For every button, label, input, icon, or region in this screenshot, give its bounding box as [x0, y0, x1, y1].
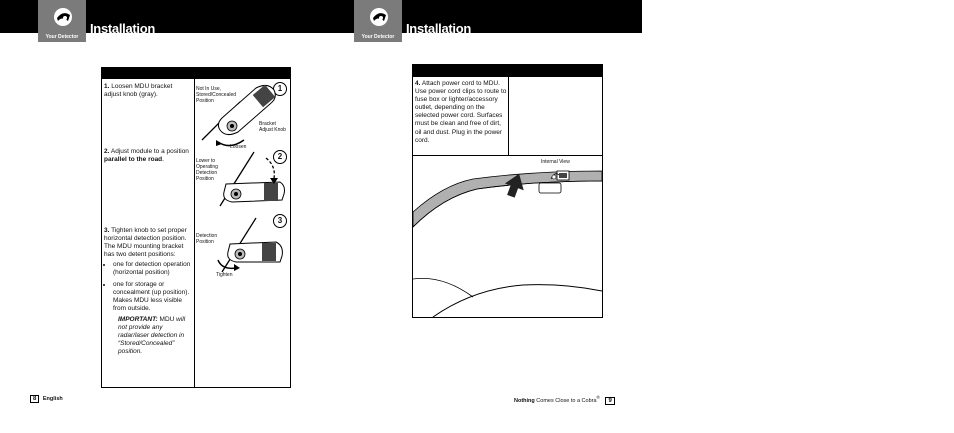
detent-list [104, 261, 192, 313]
footer-slogan-bold: Nothing [514, 397, 535, 404]
figure-2-number: 2 [273, 150, 287, 164]
left-page-number: 8 [30, 395, 39, 403]
internal-view-caption: Internal View [541, 159, 570, 165]
column-divider [194, 79, 195, 387]
figure-1-number: 1 [273, 82, 287, 96]
figure-1-loosen-label: Loosen [230, 144, 247, 150]
figure-3-illustration [196, 214, 288, 274]
left-footer [30, 395, 63, 403]
footer-language: English [42, 396, 63, 402]
detector-icon [52, 6, 74, 28]
figure-2-illustration [196, 150, 288, 208]
list-item: • one for storage or concealment (up position). Makes MDU less visible from outside. [113, 281, 192, 313]
figure-3-tighten-label: Tighten [216, 272, 233, 278]
column-divider [508, 77, 509, 155]
left-section-tab [38, 0, 86, 42]
step-4: 4. Attach power cord to MDU. Use power cord clips to route to fuse box or lighter/accessory outlet, depending on the selected power cord. Surfaces must be clean and free of dirt, oil and dust. Plug in the power cord. [415, 80, 507, 144]
detector-icon [368, 6, 390, 28]
figure-3-caption: Detection Position [196, 233, 218, 245]
step-1: 1. Loosen MDU bracket adjust knob (gray). [104, 83, 173, 99]
left-instructions-panel [101, 67, 291, 388]
figure-divider [413, 155, 602, 156]
figure-1-illustration [196, 80, 288, 148]
right-page-number: 9 [605, 397, 614, 405]
step-3: 3. Tighten knob to set proper horizontal detection position. The MDU mounting bracket has two detent positions: • one for detection operation (horizontal position) • one for storage or concealment (up position). Makes MDU less visible from outside. IMPORTANT: MDU will not provide any radar/laser detection in “Stored/Concealed” position. [104, 227, 192, 356]
step-2: 2. Adjust module to a position parallel to the road. [104, 148, 189, 164]
left-tab-label: Your Detector [45, 34, 79, 40]
figure-1-knob-label: Bracket Adjust Knob [259, 121, 286, 133]
right-footer [514, 395, 615, 405]
footer-slogan: Comes Close to a Cobra [534, 397, 597, 404]
figure-1-caption: Not In Use, Stored/Concealed Position [196, 86, 237, 104]
right-tab-label: Your Detector [361, 34, 395, 40]
right-section-tab [354, 0, 402, 42]
right-instructions-panel [412, 64, 603, 318]
important-note: IMPORTANT: MDU will not provide any radar/laser detection in “Stored/Concealed” position. [118, 315, 186, 356]
windshield-illustration [413, 157, 602, 317]
left-page-title: Installation [90, 21, 156, 36]
figure-2-caption: Lower to Operating Detection Position [196, 158, 218, 182]
figure-3-number: 3 [273, 214, 287, 228]
list-item: • one for detection operation (horizontal position) [113, 261, 192, 277]
left-panel-header [102, 68, 290, 79]
footer-trademark: ® [596, 395, 600, 400]
right-page-title: Installation [406, 21, 472, 36]
right-panel-header [413, 65, 602, 77]
